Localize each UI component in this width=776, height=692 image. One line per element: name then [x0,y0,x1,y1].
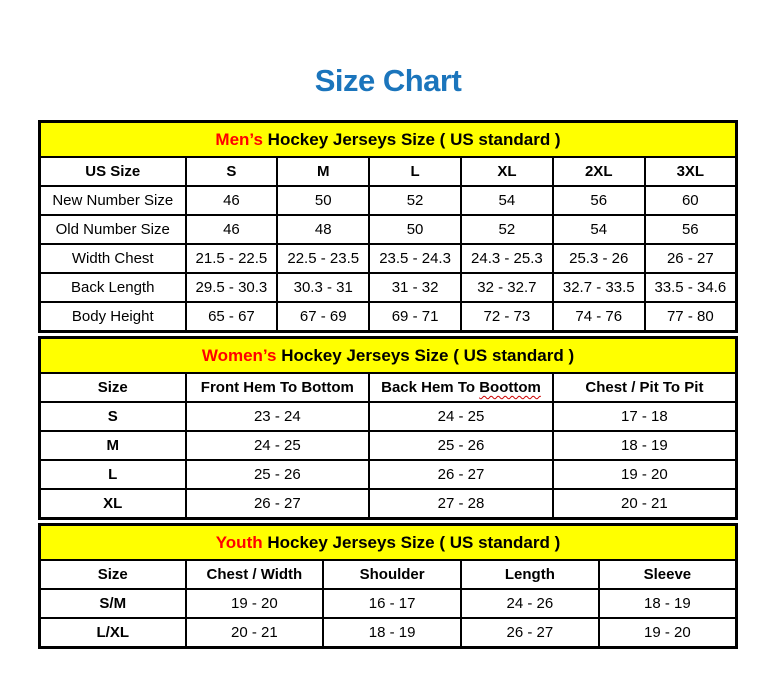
size-value: 32.7 - 33.5 [553,273,645,302]
table-row [40,402,737,431]
row-label: New Number Size [40,186,186,215]
row-label: Old Number Size [40,215,186,244]
mens-column-header-row [40,157,737,186]
row-label: S/M [40,589,186,618]
row-label: L [40,460,186,489]
row-label: Body Height [40,302,186,332]
size-value: 19 - 20 [599,618,737,648]
size-value: 26 - 27 [461,618,599,648]
section-heading-accent: Youth [215,533,263,552]
mens-size-table [38,120,738,333]
table-row [40,302,737,332]
youth-section-heading: Youth Hockey Jerseys Size ( US standard ) [40,525,737,561]
size-value: 26 - 27 [369,460,553,489]
size-tables [38,120,738,649]
youth-column-header-row [40,560,737,589]
row-label: XL [40,489,186,519]
size-value: 25.3 - 26 [553,244,645,273]
size-value: 54 [461,186,553,215]
womens-section-heading: Women’s Hockey Jerseys Size ( US standard ) [40,338,737,374]
size-value: 48 [277,215,369,244]
table-row [40,273,737,302]
size-value: 50 [277,186,369,215]
size-value: 24 - 25 [186,431,370,460]
size-value: 24 - 26 [461,589,599,618]
size-value: 16 - 17 [323,589,461,618]
womens-column-header-2: Back Hem To Boottom [369,373,553,402]
size-value: 17 - 18 [553,402,737,431]
table-row [40,618,737,648]
size-value: 25 - 26 [369,431,553,460]
size-value: 27 - 28 [369,489,553,519]
size-value: 74 - 76 [553,302,645,332]
row-label: Back Length [40,273,186,302]
youth-size-table [38,523,738,649]
size-value: 67 - 69 [277,302,369,332]
size-value: 24.3 - 25.3 [461,244,553,273]
womens-section-heading-row [40,338,737,374]
row-label: S [40,402,186,431]
womens-column-header-3: Chest / Pit To Pit [553,373,737,402]
size-value: 19 - 20 [553,460,737,489]
size-value: 46 [186,186,278,215]
mens-column-header-0: US Size [40,157,186,186]
size-value: 69 - 71 [369,302,461,332]
youth-column-header-3: Length [461,560,599,589]
size-value: 52 [461,215,553,244]
youth-column-header-0: Size [40,560,186,589]
size-value: 54 [553,215,645,244]
mens-column-header-1: S [186,157,278,186]
size-value: 30.3 - 31 [277,273,369,302]
size-value: 60 [645,186,737,215]
mens-section-heading-row [40,122,737,158]
size-value: 33.5 - 34.6 [645,273,737,302]
womens-size-table [38,336,738,520]
size-value: 26 - 27 [645,244,737,273]
size-value: 23 - 24 [186,402,370,431]
size-value: 65 - 67 [186,302,278,332]
row-label: L/XL [40,618,186,648]
size-value: 20 - 21 [186,618,324,648]
table-row [40,186,737,215]
page-title: Size Chart [314,63,462,98]
size-value: 21.5 - 22.5 [186,244,278,273]
size-value: 29.5 - 30.3 [186,273,278,302]
size-value: 46 [186,215,278,244]
size-value: 56 [645,215,737,244]
size-value: 23.5 - 24.3 [369,244,461,273]
size-value: 32 - 32.7 [461,273,553,302]
youth-column-header-2: Shoulder [323,560,461,589]
row-label: Width Chest [40,244,186,273]
size-value: 56 [553,186,645,215]
table-row [40,489,737,519]
youth-column-header-4: Sleeve [599,560,737,589]
size-value: 26 - 27 [186,489,370,519]
size-value: 19 - 20 [186,589,324,618]
size-value: 72 - 73 [461,302,553,332]
mens-column-header-6: 3XL [645,157,737,186]
womens-column-header-1: Front Hem To Bottom [186,373,370,402]
size-value: 52 [369,186,461,215]
table-row [40,460,737,489]
size-value: 18 - 19 [599,589,737,618]
mens-column-header-2: M [277,157,369,186]
size-value: 31 - 32 [369,273,461,302]
size-value: 77 - 80 [645,302,737,332]
womens-column-header-0: Size [40,373,186,402]
size-value: 18 - 19 [323,618,461,648]
size-value: 25 - 26 [186,460,370,489]
mens-column-header-3: L [369,157,461,186]
size-value: 20 - 21 [553,489,737,519]
table-row [40,215,737,244]
size-value: 22.5 - 23.5 [277,244,369,273]
womens-column-header-row [40,373,737,402]
table-row [40,431,737,460]
youth-section-heading-row [40,525,737,561]
size-value: 24 - 25 [369,402,553,431]
row-label: M [40,431,186,460]
youth-column-header-1: Chest / Width [186,560,324,589]
table-row [40,589,737,618]
section-heading-accent: Men’s [215,130,263,149]
misspelled-word: Boottom [479,379,541,396]
table-row [40,244,737,273]
size-value: 18 - 19 [553,431,737,460]
size-value: 50 [369,215,461,244]
section-heading-accent: Women’s [201,346,277,365]
mens-column-header-4: XL [461,157,553,186]
mens-column-header-5: 2XL [553,157,645,186]
mens-section-heading: Men’s Hockey Jerseys Size ( US standard ) [40,122,737,158]
